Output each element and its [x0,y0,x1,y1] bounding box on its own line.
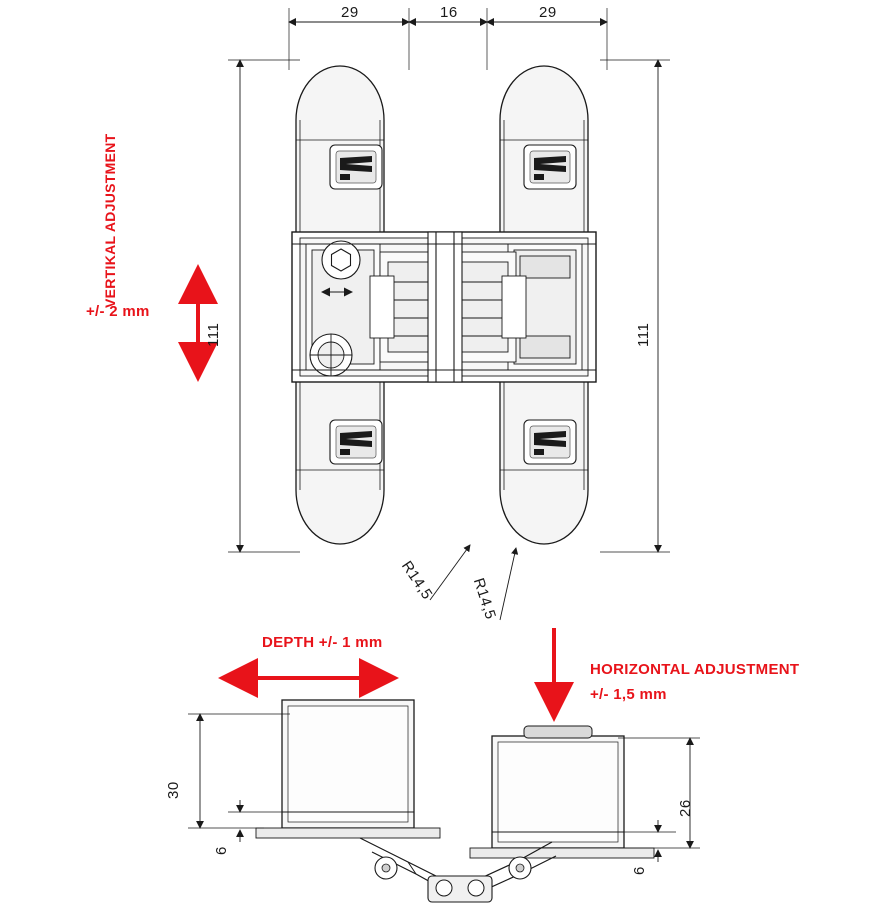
dim-top-width-right: 29 [539,4,557,21]
horizontal-adjustment-label: HORIZONTAL ADJUSTMENT [590,661,800,678]
dim-bottom-left-small: 6 [213,846,230,855]
dim-radius-right: R14,5 [469,576,500,622]
dim-height-right: 111 [635,322,652,347]
dim-bottom-right-small: 6 [631,866,648,875]
vertical-adjustment-value: +/- 2 mm [86,303,150,320]
dim-radius-left: R14,5 [397,558,436,603]
dim-top-width-left: 29 [341,4,359,21]
vertical-adjustment-label: VERTIKAL ADJUSTMENT [102,133,118,308]
dim-height-left: 111 [205,322,222,347]
horizontal-adjustment-value: +/- 1,5 mm [590,686,667,703]
dim-top-width-center: 16 [440,4,458,21]
dim-bottom-left-height: 30 [165,781,182,799]
dim-bottom-right-height: 26 [677,799,694,817]
depth-adjustment-label: DEPTH +/- 1 mm [262,634,383,651]
